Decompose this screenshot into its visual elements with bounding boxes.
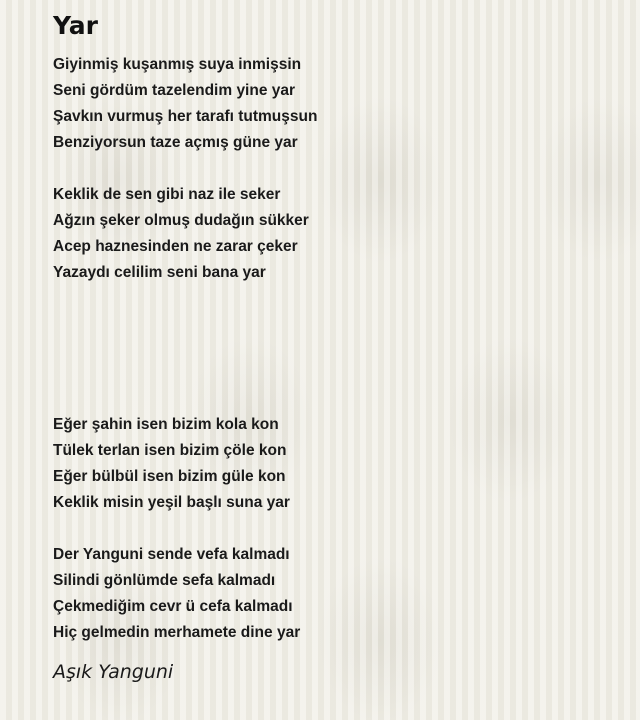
poem-page (53, 10, 613, 686)
stanza-4 (53, 542, 613, 646)
poem-line: Giyinmiş kuşanmış suya inmişsin (53, 56, 302, 73)
poem-line: Eğer şahin isen bizim kola kon (53, 416, 279, 433)
poem-line: Seni gördüm tazelendim yine yar (53, 82, 296, 99)
stanza-2 (53, 182, 613, 286)
poem-line: Yazaydı celilim seni bana yar (53, 264, 266, 281)
poem-title: Yar (53, 11, 99, 40)
stanza-gap (53, 286, 613, 412)
poem-line: Der Yanguni sende vefa kalmadı (53, 546, 290, 563)
poem-line: Hiç gelmedin merhamete dine yar (53, 624, 301, 641)
stanza-gap (53, 516, 613, 542)
poem-line: Silindi gönlümde sefa kalmadı (53, 572, 276, 589)
poem-line: Benziyorsun taze açmış güne yar (53, 134, 298, 151)
poem-line: Şavkın vurmuş her tarafı tutmuşsun (53, 108, 318, 125)
poem-line: Keklik de sen gibi naz ile seker (53, 186, 281, 203)
poem-line: Acep haznesinden ne zarar çeker (53, 238, 298, 255)
stanza-1 (53, 52, 613, 156)
poem-line: Çekmediğim cevr ü cefa kalmadı (53, 598, 293, 615)
poem-author: Aşık Yanguni (53, 661, 174, 683)
poem-line: Keklik misin yeşil başlı suna yar (53, 494, 290, 511)
poem-line: Eğer bülbül isen bizim güle kon (53, 468, 286, 485)
poem-line: Ağzın şeker olmuş dudağın sükker (53, 212, 309, 229)
stanza-3 (53, 412, 613, 516)
stanza-gap (53, 156, 613, 182)
poem-line: Tülek terlan isen bizim çöle kon (53, 442, 287, 459)
